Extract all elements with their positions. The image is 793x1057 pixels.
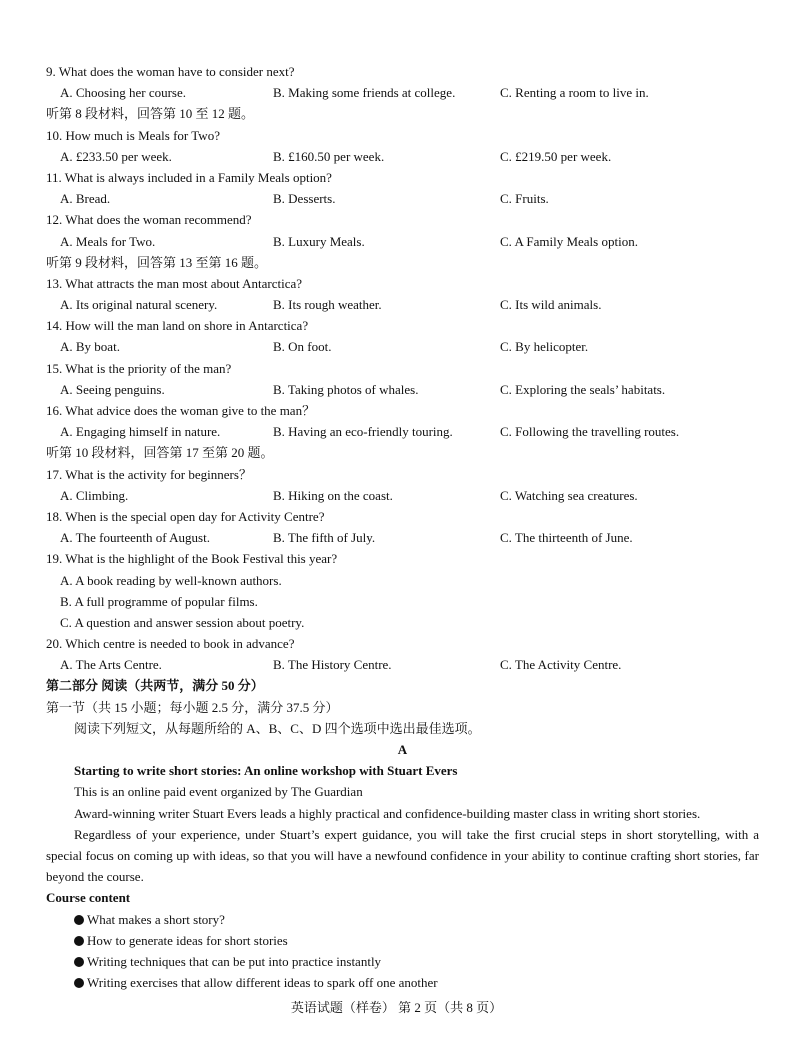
option-b: B. Desserts. bbox=[273, 191, 336, 207]
option-c: C. Exploring the seals’ habitats. bbox=[500, 381, 666, 397]
option-a: A. Engaging himself in nature. bbox=[60, 424, 221, 440]
option-a: A. Seeing penguins. bbox=[60, 381, 165, 397]
question-17: 17. What is the activity for beginners？ bbox=[46, 466, 252, 482]
option-c: C. By helicopter. bbox=[500, 339, 589, 355]
course-item-text: Writing exercises that allow different ideas to spark off one another bbox=[87, 975, 438, 991]
option-b: B. A full programme of popular films. bbox=[60, 593, 258, 609]
question-14: 14. How will the man land on shore in Antarctica? bbox=[46, 318, 309, 334]
option-a: A. £233.50 per week. bbox=[60, 148, 172, 164]
option-a: A. Climbing. bbox=[60, 487, 129, 503]
passage-letter: A bbox=[397, 742, 408, 757]
option-a: A. Bread. bbox=[60, 191, 111, 207]
options-15 bbox=[46, 379, 759, 400]
option-b: B. Its rough weather. bbox=[273, 297, 382, 313]
option-c: C. A Family Meals option. bbox=[500, 233, 638, 249]
section1-title: 第一节（共 15 小题；每小题 2.5 分，满分 37.5 分） bbox=[46, 699, 339, 715]
page-content bbox=[46, 61, 759, 993]
passage-paragraph-2: Award-winning writer Stuart Evers leads a highly practical and confidence-building master class in writing short stories. bbox=[74, 805, 701, 821]
course-item-text: Writing techniques that can be put into practice instantly bbox=[87, 953, 382, 969]
option-a: A. Choosing her course. bbox=[60, 85, 187, 101]
bullet-icon bbox=[74, 957, 84, 967]
course-item-text: How to generate ideas for short stories bbox=[87, 932, 288, 948]
page-footer: 英语试题（样卷） 第 2 页（共 8 页） bbox=[290, 1000, 503, 1015]
option-a: A. Its original natural scenery. bbox=[60, 297, 218, 313]
instruction-9: 听第 9 段材料，回答第 13 至第 16 题。 bbox=[46, 254, 268, 270]
options-18 bbox=[46, 527, 759, 548]
option-b: B. The fifth of July. bbox=[273, 530, 376, 546]
question-13: 13. What attracts the man most about Antarctica? bbox=[46, 275, 303, 291]
bullet-icon bbox=[74, 936, 84, 946]
course-item bbox=[46, 909, 759, 930]
option-c: C. The Activity Centre. bbox=[500, 657, 622, 673]
option-b: B. Taking photos of whales. bbox=[273, 381, 419, 397]
option-b: B. Making some friends at college. bbox=[273, 85, 456, 101]
course-item bbox=[46, 930, 759, 951]
option-a: A. The fourteenth of August. bbox=[60, 530, 210, 546]
options-13 bbox=[46, 294, 759, 315]
option-c: C. A question and answer session about poetry. bbox=[60, 614, 305, 630]
question-20: 20. Which centre is needed to book in advance? bbox=[46, 636, 295, 652]
question-12: 12. What does the woman recommend? bbox=[46, 212, 252, 228]
options-11 bbox=[46, 188, 759, 209]
reading-instruction: 阅读下列短文，从每题所给的 A、B、C、D 四个选项中选出最佳选项。 bbox=[74, 720, 481, 736]
option-a: A. The Arts Centre. bbox=[60, 657, 162, 673]
instruction-8: 听第 8 段材料，回答第 10 至 12 题。 bbox=[46, 106, 255, 122]
bullet-icon bbox=[74, 915, 84, 925]
option-a: A. By boat. bbox=[60, 339, 120, 355]
course-item-text: What makes a short story? bbox=[87, 911, 225, 927]
option-b: B. On foot. bbox=[273, 339, 332, 355]
passage-paragraph-1: This is an online paid event organized by The Guardian bbox=[74, 784, 363, 800]
options-10 bbox=[46, 146, 759, 167]
option-b: B. The History Centre. bbox=[273, 657, 392, 673]
question-9: 9. What does the woman have to consider next? bbox=[46, 64, 295, 79]
option-b: B. £160.50 per week. bbox=[273, 148, 385, 164]
option-a: A. A book reading by well-known authors. bbox=[60, 572, 282, 588]
options-12 bbox=[46, 231, 759, 252]
options-14 bbox=[46, 336, 759, 357]
bullet-icon bbox=[74, 978, 84, 988]
course-item bbox=[46, 972, 759, 993]
question-11: 11. What is always included in a Family Meals option? bbox=[46, 169, 332, 185]
course-heading: Course content bbox=[46, 890, 131, 906]
options-20 bbox=[46, 654, 759, 675]
option-c: C. Its wild animals. bbox=[500, 297, 602, 313]
option-c: C. £219.50 per week. bbox=[500, 148, 612, 164]
question-18: 18. When is the special open day for Activity Centre? bbox=[46, 508, 325, 524]
option-c: C. The thirteenth of June. bbox=[500, 530, 633, 546]
option-c: C. Renting a room to live in. bbox=[500, 85, 649, 101]
options-17 bbox=[46, 485, 759, 506]
question-10: 10. How much is Meals for Two? bbox=[46, 127, 220, 143]
option-a: A. Meals for Two. bbox=[60, 233, 156, 249]
option-b: B. Luxury Meals. bbox=[273, 233, 365, 249]
option-c: C. Following the travelling routes. bbox=[500, 424, 680, 440]
passage-title: Starting to write short stories: An online workshop with Stuart Evers bbox=[74, 763, 458, 779]
question-15: 15. What is the priority of the man? bbox=[46, 360, 232, 376]
option-c: C. Watching sea creatures. bbox=[500, 487, 638, 503]
option-b: B. Hiking on the coast. bbox=[273, 487, 393, 503]
instruction-10: 听第 10 段材料，回答第 17 至第 20 题。 bbox=[46, 445, 274, 461]
passage-paragraph-3: Regardless of your experience, under Stuart’s expert guidance, you will take the first crucial steps in short storytelling, with a special focus on coming up with ideas, so that you will have a newfound confidence in your ability to continue crafting short stories, far beyond the course. bbox=[46, 826, 759, 885]
options-16 bbox=[46, 421, 759, 442]
part2-title: 第二部分 阅读（共两节，满分 50 分） bbox=[46, 678, 264, 694]
option-b: B. Having an eco-friendly touring. bbox=[273, 424, 453, 440]
course-item bbox=[46, 951, 759, 972]
question-19: 19. What is the highlight of the Book Festival this year? bbox=[46, 551, 338, 567]
options-9 bbox=[46, 82, 759, 103]
option-c: C. Fruits. bbox=[500, 191, 549, 207]
question-16: 16. What advice does the woman give to the man？ bbox=[46, 403, 316, 418]
